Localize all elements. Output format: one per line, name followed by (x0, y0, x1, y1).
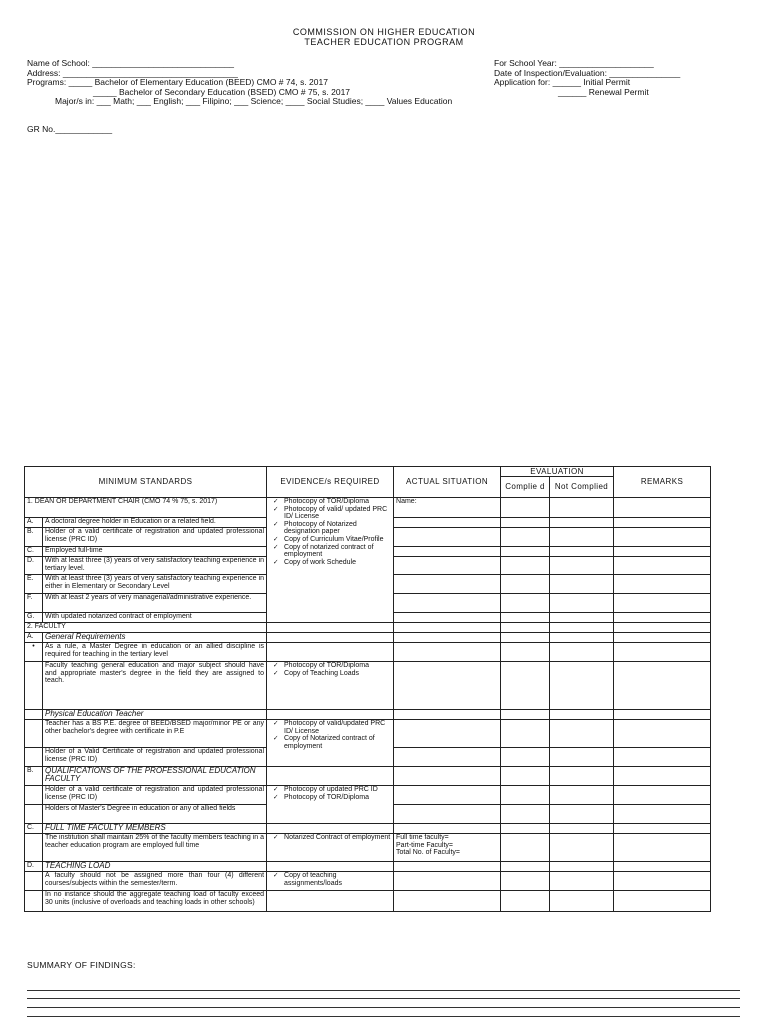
evidence-item: ✓ Copy of teaching assignments/loads (273, 872, 391, 887)
complied-cell[interactable] (501, 547, 550, 557)
situation-cell[interactable] (394, 786, 501, 805)
remarks-cell[interactable] (614, 594, 711, 613)
letter-cell (25, 834, 43, 862)
remarks-cell[interactable] (614, 805, 711, 824)
evidence-item: ✓ Notarized Contract of employment (273, 834, 391, 842)
complied-cell[interactable] (501, 891, 550, 912)
situation-cell[interactable] (394, 824, 501, 834)
remarks-cell[interactable] (614, 547, 711, 557)
not-complied-cell[interactable] (550, 528, 614, 547)
situation-cell[interactable] (394, 528, 501, 547)
evidence-cell (267, 710, 394, 720)
complied-cell[interactable] (501, 805, 550, 824)
full-time-count: Full time faculty= (396, 834, 449, 841)
load-courses-requirement: A faculty should not be assigned more than four (4) different courses/subjects within the semester/term. (43, 872, 267, 891)
evidence-item: ✓ Copy of Notarized contract of employment (273, 735, 391, 750)
complied-cell[interactable] (501, 643, 550, 662)
summary-line[interactable] (27, 1016, 740, 1017)
dean-standard-e: With at least three (3) years of very satisfactory teaching experience in either in Elementary or Secondary Level (43, 575, 267, 594)
summary-label: SUMMARY OF FINDINGS: (27, 960, 136, 970)
header-not-complied: Not Complied (550, 477, 614, 498)
situation-cell[interactable] (394, 720, 501, 748)
general-requirements-title: General Requirements (43, 633, 267, 643)
complied-cell[interactable] (501, 594, 550, 613)
complied-cell[interactable] (501, 720, 550, 748)
evaluation-table (24, 466, 711, 912)
not-complied-cell[interactable] (550, 891, 614, 912)
school-info (27, 59, 497, 107)
evidence-cell (267, 862, 394, 872)
bullet-icon: • (25, 643, 43, 662)
total-faculty-count: Total No. of Faculty= (396, 849, 461, 857)
evidence-item: ✓ Photocopy of valid/ updated PRC ID/ License (273, 506, 391, 521)
not-complied-cell[interactable] (550, 643, 614, 662)
item-letter: G. (25, 613, 43, 623)
situation-cell[interactable] (394, 594, 501, 613)
not-complied-cell[interactable] (550, 720, 614, 748)
situation-cell[interactable] (394, 891, 501, 912)
not-complied-cell[interactable] (550, 498, 614, 518)
dean-standard-c: Employed full-time (43, 547, 267, 557)
qual-masters-requirement: Holders of Master's Degree in education or any of allied fields (43, 805, 267, 824)
load-units-requirement: In no instance should the aggregate teaching load of faculty exceed 30 units (inclusive of overloads and teaching loads in other schools) (43, 891, 267, 912)
not-complied-cell[interactable] (550, 786, 614, 805)
evidence-item: ✓ Photocopy of updated PRC ID (273, 786, 391, 794)
evidence-item: ✓ Photocopy of valid/updated PRC ID/ License (273, 720, 391, 735)
pe-teacher-title: Physical Education Teacher (43, 710, 267, 720)
complied-cell[interactable] (501, 834, 550, 862)
letter-cell (25, 872, 43, 891)
remarks-cell[interactable] (614, 518, 711, 528)
school-name-field[interactable]: Name of School: ______________________________ (27, 58, 235, 68)
faculty-section-title: 2. FACULTY (25, 623, 267, 633)
remarks-cell[interactable] (614, 575, 711, 594)
not-complied-cell[interactable] (550, 710, 614, 720)
situation-cell[interactable] (394, 748, 501, 767)
evidence-cell (267, 824, 394, 834)
item-letter: A. (25, 518, 43, 528)
remarks-cell[interactable] (614, 528, 711, 547)
situation-cell[interactable] (394, 557, 501, 575)
not-complied-cell[interactable] (550, 862, 614, 872)
complied-cell[interactable] (501, 528, 550, 547)
programs-beed: Programs: _____ Bachelor of Elementary Education (BEED) CMO # 74, s. 2017 (27, 77, 328, 87)
evidence-item: ✓ Photocopy of Notarized designation paper (273, 521, 391, 536)
complied-cell[interactable] (501, 710, 550, 720)
item-letter: B. (25, 528, 43, 547)
item-letter: D. (25, 862, 43, 872)
pe-degree-requirement: Teacher has a BS P.E. degree of BEED/BSED major/minor PE or any other bachelor's degree with certificate in P.E (43, 720, 267, 748)
application-initial: Application for: ______ Initial Permit (494, 77, 631, 87)
not-complied-cell[interactable] (550, 805, 614, 824)
complied-cell[interactable] (501, 824, 550, 834)
complied-cell[interactable] (501, 498, 550, 518)
complied-cell[interactable] (501, 633, 550, 643)
full-time-title: FULL TIME FACULTY MEMBERS (43, 824, 267, 834)
evidence-cell (267, 623, 394, 633)
item-letter: F. (25, 594, 43, 613)
remarks-cell[interactable] (614, 862, 711, 872)
evidence-item: ✓ Photocopy of TOR/Diploma (273, 498, 391, 506)
remarks-cell[interactable] (614, 613, 711, 623)
dean-section-title: 1. DEAN OR DEPARTMENT CHAIR (CMO 74 % 75, s. 2017) (25, 498, 267, 518)
not-complied-cell[interactable] (550, 623, 614, 633)
not-complied-cell[interactable] (550, 872, 614, 891)
remarks-cell[interactable] (614, 662, 711, 710)
majors-line: Major/s in: ___ Math; ___ English; ___ Filipino; ___ Science; ____ Social Studies; ____ Values Education (55, 96, 453, 106)
situation-cell[interactable] (394, 805, 501, 824)
not-complied-cell[interactable] (550, 613, 614, 623)
situation-cell[interactable] (394, 710, 501, 720)
situation-cell[interactable] (394, 872, 501, 891)
header-line-2: TEACHER EDUCATION PROGRAM (304, 37, 464, 47)
complied-cell[interactable] (501, 557, 550, 575)
evidence-item: ✓ Copy of notarized contract of employment (273, 544, 391, 559)
not-complied-cell[interactable] (550, 557, 614, 575)
header-evidence: EVIDENCE/s REQUIRED (267, 467, 394, 498)
dean-standard-g: With updated notarized contract of employment (43, 613, 267, 623)
complied-cell[interactable] (501, 872, 550, 891)
pe-evidence-cell (267, 720, 394, 767)
complied-cell[interactable] (501, 518, 550, 528)
remarks-cell[interactable] (614, 824, 711, 834)
not-complied-cell[interactable] (550, 547, 614, 557)
not-complied-cell[interactable] (550, 767, 614, 786)
dean-standard-f: With at least 2 years of very managerial/administrative experience. (43, 594, 267, 613)
not-complied-cell[interactable] (550, 824, 614, 834)
evidence-cell (267, 643, 394, 662)
not-complied-cell[interactable] (550, 518, 614, 528)
header-evaluation: EVALUATION (501, 467, 614, 477)
application-renewal: ______ Renewal Permit (558, 86, 649, 97)
not-complied-cell[interactable] (550, 633, 614, 643)
not-complied-cell[interactable] (550, 748, 614, 767)
qual-license-requirement: Holder of a valid certificate of registration and updated professional license (PRC ID) (43, 786, 267, 805)
complied-cell[interactable] (501, 767, 550, 786)
evidence-item: ✓ Photocopy of TOR/Diploma (273, 794, 391, 802)
address-field[interactable]: Address: _____________________________________ (27, 67, 238, 78)
complied-cell[interactable] (501, 623, 550, 633)
header-standards: MINIMUM STANDARDS (25, 467, 267, 498)
remarks-cell[interactable] (614, 557, 711, 575)
inspection-info (494, 59, 754, 97)
document-header (0, 27, 768, 47)
not-complied-cell[interactable] (550, 834, 614, 862)
general-faculty-requirement: Faculty teaching general education and major subject should have and appropriate master's degree in the field they are assigned to teach. (43, 662, 267, 710)
header-situation: ACTUAL SITUATION (394, 467, 501, 498)
not-complied-cell[interactable] (550, 594, 614, 613)
letter-cell (25, 748, 43, 767)
letter-cell (25, 662, 43, 710)
complied-cell[interactable] (501, 862, 550, 872)
situation-cell[interactable] (394, 767, 501, 786)
complied-cell[interactable] (501, 748, 550, 767)
summary-line[interactable] (27, 1007, 740, 1008)
evidence-cell (267, 633, 394, 643)
item-letter: B. (25, 767, 43, 786)
letter-cell (25, 786, 43, 805)
qualifications-title: QUALIFICATIONS OF THE PROFESSIONAL EDUCATION FACULTY (43, 767, 267, 786)
dean-name-cell[interactable]: Name: (394, 498, 501, 518)
remarks-cell[interactable] (614, 834, 711, 862)
load-evidence-cell (267, 872, 394, 891)
remarks-cell[interactable] (614, 767, 711, 786)
header-complied: Complie d (501, 477, 550, 498)
evidence-cell (267, 891, 394, 912)
pe-license-requirement: Holder of a Valid Certificate of registration and updated professional license (PRC ID) (43, 748, 267, 767)
complied-cell[interactable] (501, 575, 550, 594)
part-time-count: Part-time Faculty= (396, 841, 454, 849)
evidence-item: ✓ Photocopy of TOR/Diploma (273, 662, 391, 670)
dean-standard-b: Holder of a valid certificate of registration and updated professional license (PRC ID) (43, 528, 267, 547)
remarks-cell[interactable] (614, 748, 711, 767)
situation-cell[interactable] (394, 623, 501, 633)
teaching-load-title: TEACHING LOAD (43, 862, 267, 872)
dean-standard-d: With at least three (3) years of very satisfactory teaching experience in tertiary level. (43, 557, 267, 575)
complied-cell[interactable] (501, 786, 550, 805)
complied-cell[interactable] (501, 662, 550, 710)
evidence-cell (267, 767, 394, 786)
situation-cell[interactable] (394, 547, 501, 557)
situation-cell[interactable] (394, 518, 501, 528)
evidence-item: ✓ Copy of Teaching Loads (273, 670, 391, 678)
remarks-cell[interactable] (614, 710, 711, 720)
not-complied-cell[interactable] (550, 575, 614, 594)
item-letter: E. (25, 575, 43, 594)
general-masters-requirement: As a rule, a Master Degree in education or an allied discipline is required for teaching in the tertiary level (43, 643, 267, 662)
header-remarks: REMARKS (614, 467, 711, 498)
dean-standard-a: A doctoral degree holder in Education or a related field. (43, 518, 267, 528)
complied-cell[interactable] (501, 613, 550, 623)
letter-cell (25, 805, 43, 824)
programs-bsed: _____ Bachelor of Secondary Education (BSED) CMO # 75, s. 2017 (93, 86, 351, 97)
item-letter: C. (25, 547, 43, 557)
item-letter: D. (25, 557, 43, 575)
evidence-item: ✓ Copy of Curriculum Vitae/Profile (273, 536, 391, 544)
header-line-1: COMMISSION ON HIGHER EDUCATION (292, 27, 476, 37)
remarks-cell[interactable] (614, 643, 711, 662)
remarks-cell[interactable] (614, 872, 711, 891)
full-time-evidence-cell (267, 834, 394, 862)
summary-line[interactable] (27, 990, 740, 991)
situation-cell[interactable] (394, 613, 501, 623)
qual-evidence-cell (267, 786, 394, 824)
letter-cell (25, 891, 43, 912)
remarks-cell[interactable] (614, 498, 711, 518)
situation-cell[interactable] (394, 575, 501, 594)
letter-cell (25, 710, 43, 720)
letter-cell (25, 720, 43, 748)
not-complied-cell[interactable] (550, 662, 614, 710)
item-letter: C. (25, 824, 43, 834)
evidence-item: ✓ Copy of work Schedule (273, 559, 391, 567)
situation-cell[interactable] (394, 662, 501, 710)
situation-cell[interactable] (394, 633, 501, 643)
summary-line[interactable] (27, 998, 740, 999)
full-time-requirement: The institution shall maintain 25% of the faculty members teaching in a teacher education program are employed full time (43, 834, 267, 862)
remarks-cell[interactable] (614, 633, 711, 643)
remarks-cell[interactable] (614, 720, 711, 748)
situation-cell[interactable] (394, 643, 501, 662)
remarks-cell[interactable] (614, 623, 711, 633)
remarks-cell[interactable] (614, 786, 711, 805)
gr-number-field[interactable]: GR No.____________ (27, 124, 113, 134)
dean-evidence-cell (267, 498, 394, 623)
item-letter: A. (25, 633, 43, 643)
faculty-count-cell[interactable] (394, 834, 501, 862)
situation-cell[interactable] (394, 862, 501, 872)
general-evidence-cell (267, 662, 394, 710)
inspection-date-field[interactable]: Date of Inspection/Evaluation: _______________ (494, 67, 681, 78)
remarks-cell[interactable] (614, 891, 711, 912)
school-year-field[interactable]: For School Year: ____________________ (494, 58, 654, 68)
